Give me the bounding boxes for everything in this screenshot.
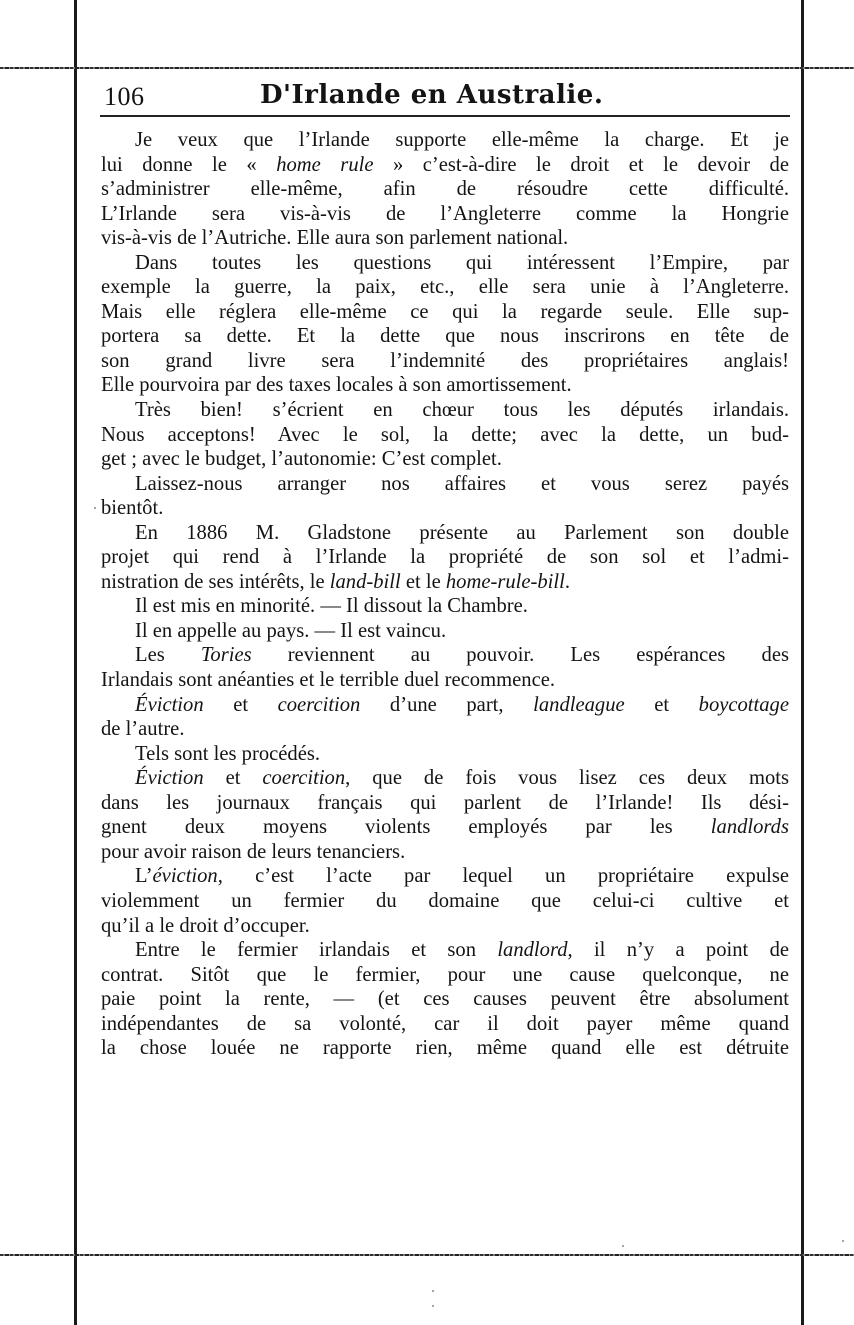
text-line: Nous acceptons! Avec le sol, la dette; avec la dette, un bud- (101, 423, 789, 446)
text-line: son grand livre sera l’indemnité des propriétaires anglais! (101, 349, 789, 372)
text-line: Il est mis en minorité. — Il dissout la Chambre. (135, 595, 528, 618)
italic-term: Tories (200, 644, 252, 667)
italic-term: coercition (277, 693, 361, 716)
text-line: Irlandais sont anéanties et le terrible duel recommence. (101, 669, 556, 692)
italic-term: home-rule-bill (445, 570, 565, 593)
text-line: bientôt. (101, 497, 164, 520)
text-line: contrat. Sitôt que le fermier, pour une cause quelconque, ne (101, 963, 789, 986)
italic-term: coercition (262, 767, 346, 790)
left-border-line (74, 0, 77, 1325)
right-border-line (801, 0, 804, 1325)
text-line: L’éviction, c’est l’acte par lequel un propriétaire expulse (135, 865, 789, 888)
text-line: projet qui rend à l’Irlande la propriété de son sol et l’admi- (101, 546, 789, 569)
text-line: Elle pourvoira par des taxes locales à son amortissement. (101, 374, 572, 397)
header-rule (100, 115, 790, 117)
text-line: L’Irlande sera vis-à-vis de l’Angleterre comme la Hongrie (101, 202, 789, 225)
text-line: Dans toutes les questions qui intéressent l’Empire, par (135, 251, 789, 274)
text-line: pour avoir raison de leurs tenanciers. (101, 840, 406, 863)
text-line: Très bien! s’écrient en chœur tous les députés irlandais. (135, 399, 789, 422)
text-line: Laissez-nous arranger nos affaires et vous serez payés (135, 472, 789, 495)
top-border-line (0, 67, 854, 69)
italic-term: Éviction (135, 767, 204, 790)
text-line: paie point la rente, — (et ces causes peuvent être absolument (101, 988, 789, 1011)
text-line: lui donne le « home rule » c’est-à-dire le droit et le devoir de (101, 153, 789, 176)
text-line: Entre le fermier irlandais et son landlord, il n’y a point de (135, 939, 790, 962)
text-line: Il en appelle au pays. — Il est vaincu. (135, 619, 447, 642)
text-line: Mais elle réglera elle-même ce qui la regarde seule. Elle sup- (101, 300, 789, 323)
text-line: gnent deux moyens violents employés par les landlords (101, 816, 789, 839)
italic-term: landlords (710, 816, 789, 839)
text-line: s’administrer elle-même, afin de résoudre cette difficulté. (101, 178, 789, 201)
text-line: Éviction et coercition, que de fois vous lisez ces deux mots (135, 767, 789, 790)
text-line: violemment un fermier du domaine que celui-ci cultive et (101, 889, 789, 912)
bottom-border-line (0, 1254, 854, 1256)
text-line: get ; avec le budget, l’autonomie: C’est complet. (101, 448, 502, 471)
text-line: vis-à-vis de l’Autriche. Elle aura son parlement national. (101, 227, 569, 250)
italic-term: boycottage (698, 693, 789, 716)
text-line: portera sa dette. Et la dette que nous inscrirons en tête de (101, 325, 789, 348)
italic-term: éviction (152, 865, 218, 888)
text-line: En 1886 M. Gladstone présente au Parlement son double (135, 521, 789, 544)
text-line: Je veux que l’Irlande supporte elle-même la charge. Et je (135, 129, 789, 151)
text-line: indépendantes de sa volonté, car il doit payer même quand (101, 1012, 789, 1035)
text-line: Éviction et coercition d’une part, landleague et boycottage (135, 693, 789, 716)
text-line: nistration de ses intérêts, le land-bill et le home-rule-bill. (101, 570, 570, 593)
italic-term: landlord (497, 939, 568, 962)
text-line: la chose louée ne rapporte rien, même quand elle est détruite (101, 1037, 789, 1060)
text-line: exemple la guerre, la paix, etc., elle sera unie à l’Angleterre. (101, 276, 789, 299)
page-number: 106 (104, 82, 145, 111)
text-line: qu’il a le droit d’occuper. (101, 914, 310, 937)
italic-term: land-bill (329, 570, 401, 593)
page-body (101, 128, 789, 1061)
text-line: dans les journaux français qui parlent de l’Irlande! Ils dési- (101, 791, 789, 814)
text-line: Les Tories reviennent au pouvoir. Les espérances des (135, 644, 789, 667)
italic-term: Éviction (135, 693, 204, 716)
text-line: Tels sont les procédés. (135, 742, 321, 765)
text-line: de l’autre. (101, 718, 185, 741)
italic-term: home rule (276, 153, 374, 176)
running-title: D'Irlande en Australie. (260, 80, 604, 110)
italic-term: landleague (533, 693, 625, 716)
